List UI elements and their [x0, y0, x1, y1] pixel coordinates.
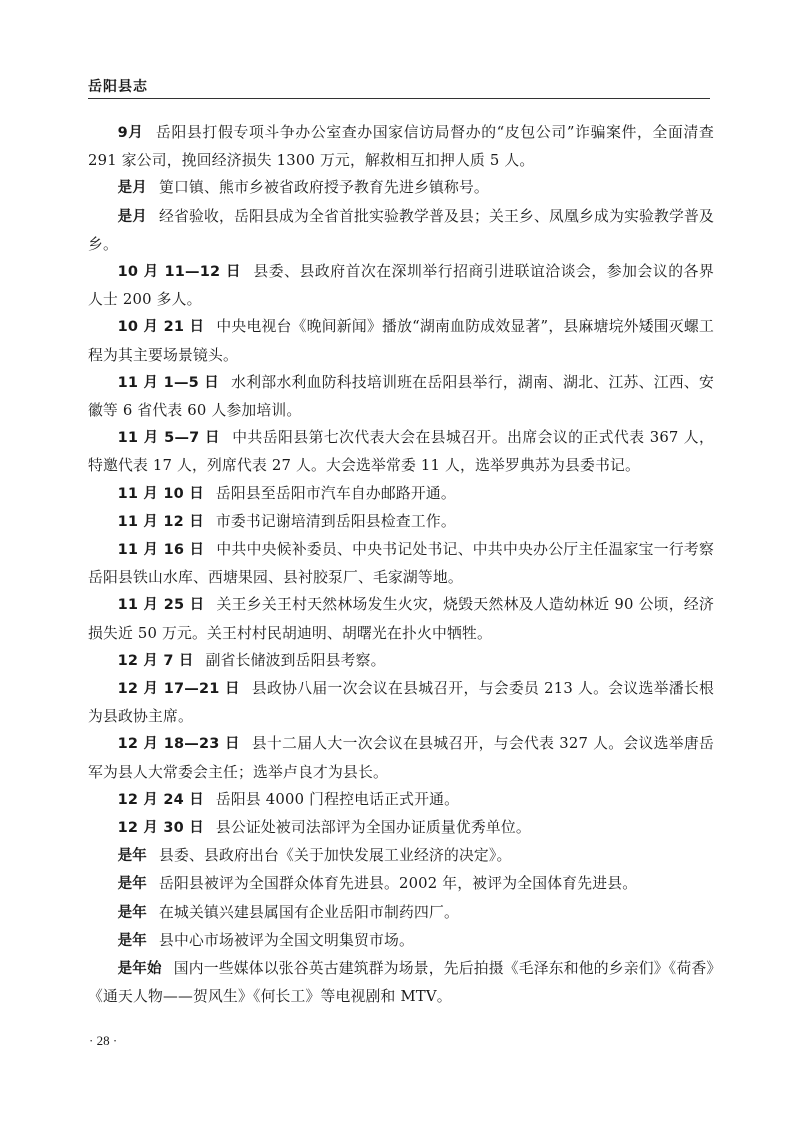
entry-text: 水利部水利血防科技培训班在岳阳县举行，湖南、湖北、江苏、江西、安徽等 6 省代表 60 人参加培训。 — [88, 373, 714, 420]
chronicle-entry — [88, 174, 714, 202]
entry-text: 国内一些媒体以张谷英古建筑群为场景，先后拍摄《毛泽东和他的乡亲们》《荷香》《通天人物——贺风生》《何长工》等电视剧和 MTV。 — [88, 960, 714, 1006]
entry-text: 经省验收，岳阳县成为全省首批实验教学普及县；关王乡、凤凰乡成为实验教学普及乡。 — [88, 207, 714, 253]
chronicle-entry — [88, 203, 714, 258]
entry-date: 11 月 25 日 — [117, 597, 205, 614]
entry-text: 岳阳县被评为全国群众体育先进县。2002 年，被评为全国体育先进县。 — [159, 875, 638, 893]
chronicle-entry — [88, 508, 714, 536]
entry-text: 在城关镇兴建县属国有企业岳阳市制药四厂。 — [159, 903, 459, 921]
entry-date: 11 月 16 日 — [117, 542, 205, 559]
running-head-title: 岳阳县志 — [88, 79, 148, 95]
header-rule — [88, 98, 710, 99]
entry-date: 11 月 10 日 — [117, 485, 204, 502]
chronicle-entry — [88, 591, 714, 646]
entry-date: 11 月 5—7 日 — [117, 430, 220, 447]
entry-date: 10 月 11—12 日 — [117, 264, 242, 281]
chronicle-entry — [88, 369, 714, 424]
entry-date: 12 月 7 日 — [117, 652, 194, 669]
entry-text: 关王乡关王村天然林场发生火灾，烧毁天然林及人造幼林近 90 公顷，经济损失近 50 万元。关王村村民胡迪明、胡曙光在扑火中牺牲。 — [88, 596, 714, 642]
entry-date: 12 月 24 日 — [117, 791, 204, 808]
entry-date: 9月 — [117, 125, 144, 141]
chronicle-entry — [88, 647, 714, 675]
chronicle-entries — [88, 119, 714, 1011]
entry-text: 县十二届人大一次会议在县城召开，与会代表 327 人。会议选举唐岳军为县人大常委会主任；选举卢良才为县长。 — [88, 735, 714, 781]
entry-text: 岳阳县打假专项斗争办公室查办国家信访局督办的“皮包公司”诈骗案件，全面清查 291 家公司，挽回经济损失 1300 万元，解救相互扣押人质 5 人。 — [88, 124, 714, 170]
chronicle-entry — [88, 899, 714, 927]
chronicle-entry — [88, 258, 714, 313]
chronicle-entry — [88, 870, 714, 898]
entry-date: 是年 — [117, 904, 147, 921]
entry-date: 11 月 12 日 — [117, 513, 204, 530]
entry-date: 是年 — [117, 876, 147, 893]
chronicle-entry — [88, 480, 714, 508]
entry-text: 岳阳县 4000 门程控电话正式开通。 — [215, 790, 460, 808]
entry-date: 10 月 21 日 — [117, 319, 205, 336]
chronicle-entry — [88, 786, 714, 814]
entry-date: 12 月 30 日 — [117, 820, 204, 837]
entry-date: 12 月 17—21 日 — [117, 681, 240, 698]
entry-text: 副省长储波到岳阳县考察。 — [205, 651, 386, 669]
entry-date: 11 月 1—5 日 — [117, 374, 220, 391]
entry-text: 县委、县政府出台《关于加快发展工业经济的决定》。 — [159, 847, 512, 865]
chronicle-entry — [88, 927, 714, 955]
entry-date: 12 月 18—23 日 — [117, 736, 240, 753]
chronicle-entry — [88, 119, 714, 174]
entry-date: 是年 — [117, 848, 147, 865]
entry-date: 是月 — [117, 180, 147, 197]
entry-text: 中共岳阳县第七次代表大会在县城召开。出席会议的正式代表 367 人，特邀代表 17 人，列席代表 27 人。大会选举常委 11 人，选举罗典苏为县委书记。 — [88, 429, 714, 475]
entry-text: 县中心市场被评为全国文明集贸市场。 — [159, 931, 414, 949]
chronicle-entry — [88, 313, 714, 368]
chronicle-entry — [88, 424, 714, 479]
entry-text: 中央电视台《晚间新闻》播放“湖南血防成效显著”，县麻塘垸外矮围灭螺工程为其主要场景镜头。 — [88, 318, 714, 364]
page-number: · 28 · — [89, 1033, 118, 1048]
entry-text: 县委、县政府首次在深圳举行招商引进联谊洽谈会，参加会议的各界人士 200 多人。 — [88, 263, 714, 309]
entry-text: 筻口镇、熊市乡被省政府授予教育先进乡镇称号。 — [159, 179, 489, 197]
chronicle-entry — [88, 842, 714, 870]
chronicle-entry — [88, 955, 714, 1010]
entry-text: 岳阳县至岳阳市汽车自办邮路开通。 — [215, 484, 456, 502]
entry-text: 市委书记谢培清到岳阳县检查工作。 — [215, 512, 456, 530]
entry-date: 是年始 — [117, 961, 162, 978]
chronicle-entry — [88, 536, 714, 591]
entry-date: 是年 — [117, 932, 147, 949]
entry-date: 是月 — [117, 208, 147, 225]
chronicle-entry — [88, 814, 714, 842]
chronicle-entry — [88, 730, 714, 785]
entry-text: 县政协八届一次会议在县城召开，与会委员 213 人。会议选举潘长根为县政协主席。 — [88, 680, 714, 726]
entry-text: 中共中央候补委员、中央书记处书记、中共中央办公厅主任温家宝一行考察岳阳县铁山水库、西塘果园、县衬胶泵厂、毛家湖等地。 — [88, 541, 714, 587]
entry-text: 县公证处被司法部评为全国办证质量优秀单位。 — [215, 819, 531, 837]
chronicle-entry — [88, 675, 714, 730]
